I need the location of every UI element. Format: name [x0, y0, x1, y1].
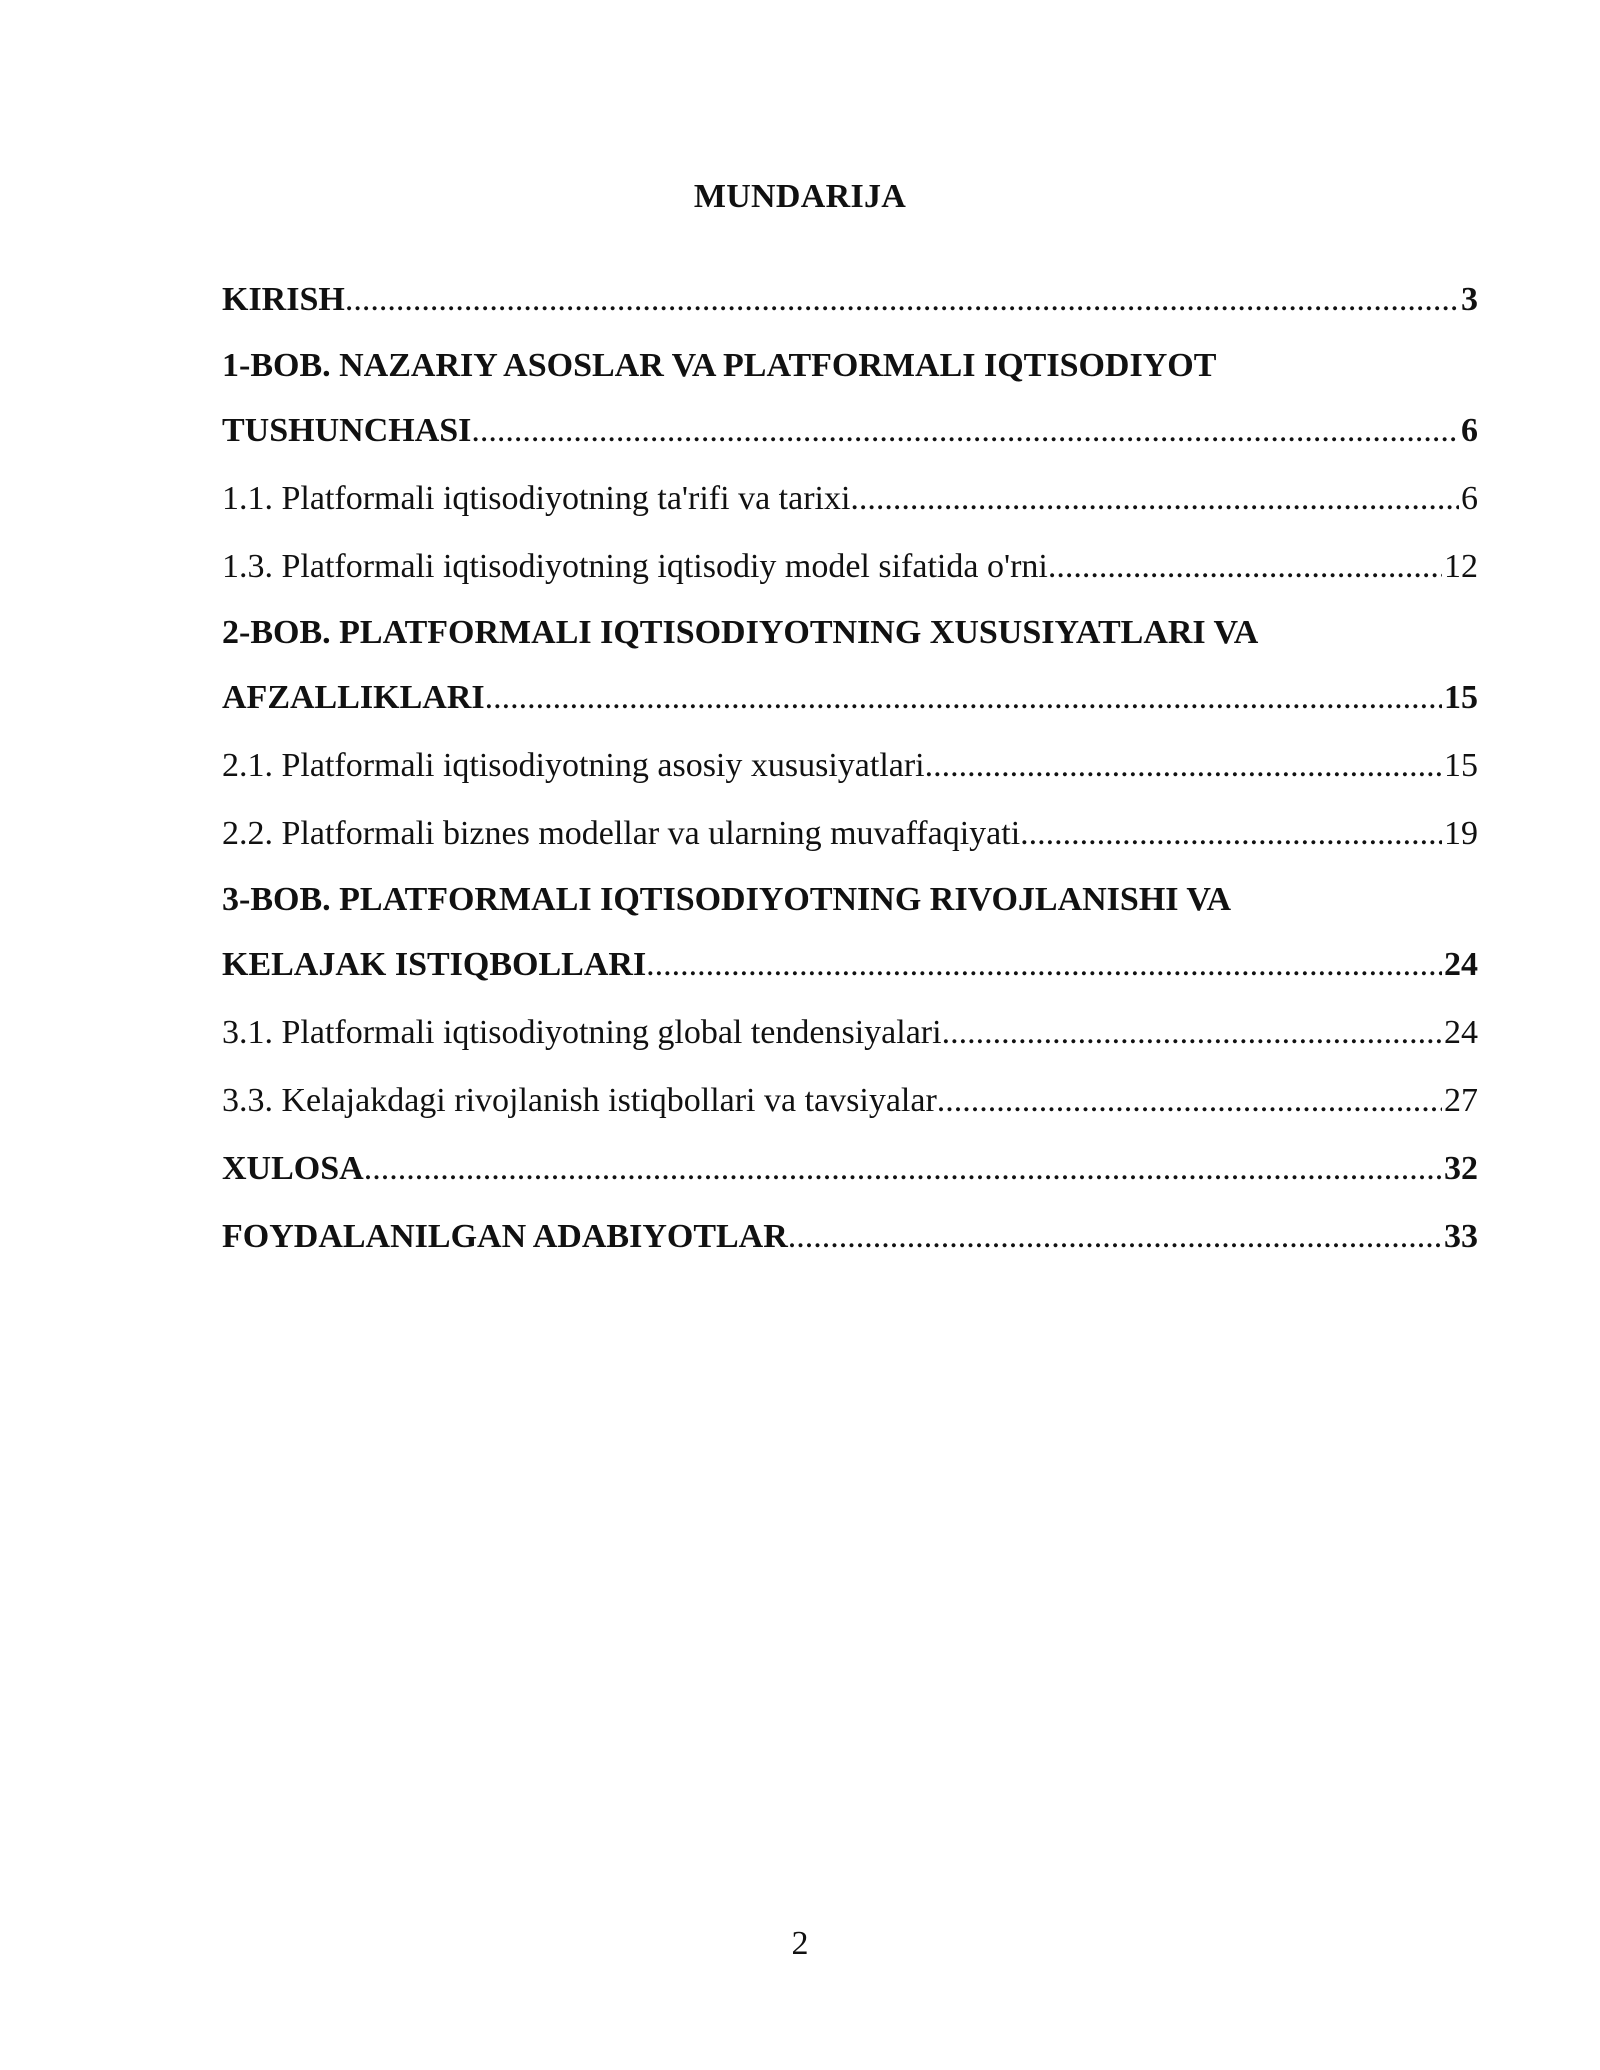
toc-entry-page: 15: [1444, 679, 1478, 716]
toc-entry-page: 15: [1444, 747, 1478, 784]
dot-leader: [925, 732, 1442, 800]
dot-leader: [942, 999, 1442, 1067]
dot-leader: [646, 931, 1442, 999]
toc-entry-page: 33: [1444, 1218, 1478, 1255]
toc-entry-label: 2.2. Platformali biznes modellar va ularning muvaffaqiyati: [222, 815, 1021, 852]
toc-entry-page: 24: [1444, 1014, 1478, 1051]
toc-entry-label: 3.3. Kelajakdagi rivojlanish istiqbollari va tavsiyalar: [222, 1082, 937, 1119]
toc-entry-3-1[interactable]: [222, 999, 1478, 1067]
dot-leader: [471, 397, 1459, 465]
toc-entry-label: 1.3. Platformali iqtisodiyotning iqtisodiy model sifatida o'rni: [222, 548, 1048, 585]
toc-entry-page: 12: [1444, 548, 1478, 585]
toc-entry-xulosa[interactable]: [222, 1135, 1478, 1203]
toc-entry-page: 27: [1444, 1082, 1478, 1119]
toc-entry-label: 3.1. Platformali iqtisodiyotning global tendensiyalari: [222, 1014, 942, 1051]
dot-leader: [345, 266, 1459, 334]
toc-chapter-1-heading: 1-BOB. NAZARIY ASOSLAR VA PLATFORMALI IQTISODIYOT: [222, 347, 1217, 384]
toc-entry-label: XULOSA: [222, 1150, 364, 1187]
dot-leader: [850, 465, 1459, 533]
toc-entry-label: AFZALLIKLARI: [222, 679, 485, 716]
toc-entry-chapter-2[interactable]: [222, 664, 1478, 732]
toc-chapter-2-heading: 2-BOB. PLATFORMALI IQTISODIYOTNING XUSUSIYATLARI VA: [222, 614, 1259, 651]
toc-entry-label: 1.1. Platformali iqtisodiyotning ta'rifi va tarixi: [222, 480, 851, 517]
page-title: MUNDARIJA: [693, 178, 907, 215]
toc-entry-label: KIRISH: [222, 281, 345, 318]
table-of-contents: [222, 266, 1478, 1271]
toc-entry-page: 6: [1461, 412, 1478, 449]
toc-chapter-3-heading: 3-BOB. PLATFORMALI IQTISODIYOTNING RIVOJLANISHI VA: [222, 881, 1232, 918]
dot-leader: [937, 1067, 1442, 1135]
dot-leader: [1048, 533, 1442, 601]
toc-entry-label: TUSHUNCHASI: [222, 412, 472, 449]
toc-entry-2-2[interactable]: [222, 800, 1478, 868]
toc-entry-2-1[interactable]: [222, 732, 1478, 800]
toc-entry-3-3[interactable]: [222, 1067, 1478, 1135]
dot-leader: [1020, 800, 1442, 868]
toc-entry-page: 19: [1444, 815, 1478, 852]
toc-entry-chapter-3[interactable]: [222, 931, 1478, 999]
toc-entry-page: 32: [1444, 1150, 1478, 1187]
toc-entry-adabiyotlar[interactable]: [222, 1203, 1478, 1271]
dot-leader: [485, 664, 1442, 732]
toc-entry-page: 3: [1461, 281, 1478, 318]
toc-entry-1-1[interactable]: [222, 465, 1478, 533]
toc-entry-label: KELAJAK ISTIQBOLLARI: [222, 946, 647, 983]
dot-leader: [788, 1203, 1442, 1271]
toc-entry-page: 24: [1444, 946, 1478, 983]
page-number: 2: [791, 1925, 809, 1962]
toc-entry-page: 6: [1461, 480, 1478, 517]
toc-entry-chapter-1[interactable]: [222, 397, 1478, 465]
toc-entry-kirish[interactable]: [222, 266, 1478, 334]
toc-entry-label: 2.1. Platformali iqtisodiyotning asosiy xususiyatlari: [222, 747, 925, 784]
toc-entry-label: FOYDALANILGAN ADABIYOTLAR: [222, 1218, 788, 1255]
toc-entry-1-3[interactable]: [222, 533, 1478, 601]
dot-leader: [364, 1135, 1442, 1203]
